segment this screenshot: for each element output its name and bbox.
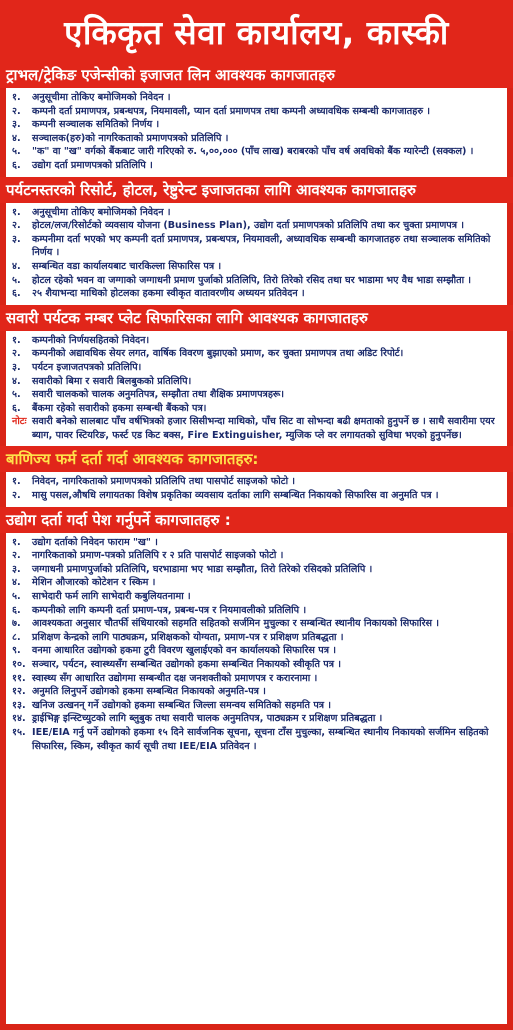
item-number: १२. — [12, 686, 26, 698]
item-number: ८. — [12, 631, 21, 643]
item-text: २५ शैयाभन्दा माथिको होटलका हकमा स्वीकृत वातावरणीय अध्ययन प्रतिवेदन । — [32, 288, 305, 300]
item-text: कम्पनीमा दर्ता भएको भए कम्पनी दर्ता प्रमाणपत्र, प्रबन्धपत्र, नियमावली, अध्यावधिक सम्बन्धी कागजातहरु तथा सञ्चालक समितिको निर्णय । — [32, 233, 491, 259]
list-item — [10, 274, 503, 288]
list-item — [10, 347, 503, 361]
item-text: IEE/EIA गर्नु पर्ने उद्योगको हकमा १५ दिने सार्वजनिक सूचना, सूचना टाँस मुचुल्का, सम्बन्धित स्थानीय निकायको सर्जमिन सहितको सिफारिस, स्किम, स्वीकृत कार्य सूची तथा IEE/EIA प्रतिवेदन । — [32, 726, 489, 752]
note-item — [10, 415, 503, 442]
item-text: नागरिकताको प्रमाण-पत्रको प्रतिलिपि र २ प्रति पासपोर्ट साइजको फोटो । — [32, 550, 284, 562]
list-item — [10, 712, 503, 726]
item-text: खनिज उत्खनन् गर्ने उद्योगको हकमा सम्बन्धित जिल्ला समन्वय समितिको सहमति पत्र । — [32, 699, 332, 711]
item-number: १. — [12, 92, 21, 103]
list-item — [10, 361, 503, 375]
item-text: कम्पनीको अद्यावधिक सेयर लगत, वार्षिक विवरण बुझाएको प्रमाण, कर चुक्ता प्रमाणपत्र तथा अडिट रिपोर्ट। — [32, 348, 404, 360]
item-text: सवारी चालकको चालक अनुमतिपत्र, सम्झौता तथा शैक्षिक प्रमाणपत्रहरू। — [32, 389, 284, 401]
item-text: पर्यटन इजाजतपत्रको प्रतिलिपि। — [32, 361, 142, 373]
section-heading: उद्योग दर्ता गर्दा पेश गर्नुपर्ने कागजातहरु : — [0, 507, 513, 533]
list-item — [10, 475, 503, 489]
section-list — [6, 533, 507, 758]
list-item — [10, 563, 503, 577]
item-text: "क" वा "ख" वर्गको बैंकबाट जारी गरिएको रु. ५,००,००० (पाँच लाख) बराबरको पाँच वर्ष अवधिको बैंक ग्यारेन्टी (सक्कल) । — [32, 146, 474, 158]
section-heading: ट्राभल/ट्रेकिङ एजेन्सीको इजाजत लिन आवश्यक कागजातहरु — [0, 62, 513, 88]
item-number: ३. — [12, 563, 21, 575]
item-text: कम्पनीको निर्णयसहितको निवेदन। — [32, 334, 150, 346]
section-list — [6, 331, 507, 447]
item-number: २. — [12, 550, 21, 562]
list-item — [10, 219, 503, 233]
list-item — [10, 91, 503, 105]
item-text: आवश्यकता अनुसार चौतर्फी संधियारको सहमति सहितको सर्जमिन मुचुल्का र सम्बन्धित स्थानीय निकायको सिफारिस । — [32, 618, 440, 630]
list-item — [10, 206, 503, 220]
note-text: सवारी बनेको सालबाट पाँच वर्षभित्रको हजार सिसीभन्दा माथिको, पाँच सिट वा सोभन्दा बढी क्षमताको हुनुपर्ने छ । साथै सवारीमा एयर ब्याग, पावर स्टियरिङ, फर्स्ट एड किट बक्स, Fire Extinguisher, म्युजिक प्ले वर लगायतको सुविधा भएको हुनुपर्नेछ। — [32, 416, 495, 441]
item-text: होटल रहेको भवन वा जग्गाको जग्गाधनी प्रमाण पुर्जाको प्रतिलिपि, तिरो तिरेको रसिद तथा घर भाडामा भए वैध भाडा सम्झौता । — [32, 274, 472, 286]
item-number: ६. — [12, 402, 21, 414]
list-item — [10, 576, 503, 590]
item-text: उद्योग दर्ताको निवेदन फाराम "ख" । — [32, 536, 158, 548]
item-number: १. — [12, 334, 21, 346]
list-item — [10, 685, 503, 699]
list-item — [10, 489, 503, 503]
list-item — [10, 658, 503, 672]
list-item — [10, 644, 503, 658]
note-label: नोटः — [12, 416, 27, 428]
list-item — [10, 631, 503, 645]
list-item — [10, 233, 503, 260]
item-text: बैंकमा रहेको सवारीको हकमा सम्बन्धी बैंकको पत्र। — [32, 402, 207, 414]
item-number: ७. — [12, 618, 21, 630]
item-text: सञ्चालक(हरु)को नागरिकताको प्रमाणपत्रको प्रतिलिपि । — [32, 132, 229, 144]
list-item — [10, 145, 503, 159]
item-text: कम्पनीको लागि कम्पनी दर्ता प्रमाण-पत्र, प्रबन्ध-पत्र र नियमावलीको प्रतिलिपि । — [32, 604, 307, 616]
item-number: ३. — [12, 233, 21, 245]
item-number: ११. — [12, 672, 26, 684]
list-item — [10, 699, 503, 713]
item-number: ३. — [12, 361, 21, 373]
item-number: ४. — [12, 375, 21, 387]
item-text: अनुसूचीमा तोकिए बमोजिमको निवेदन । — [32, 206, 171, 218]
item-text: कम्पनी दर्ता प्रमाणपत्र, प्रबन्धपत्र, नियमावली, प्यान दर्ता प्रमाणपत्र तथा कम्पनी अध्यावधिक सम्बन्धी कागजातहरु । — [32, 105, 431, 117]
item-text: प्रशिक्षण केन्द्रको लागि पाठ्यक्रम, प्रशिक्षकको योग्यता, प्रमाण-पत्र र प्रशिक्षण प्रतिबद्धता । — [32, 631, 344, 643]
item-text: उद्योग दर्ता प्रमाणपत्रको प्रतिलिपि । — [32, 159, 153, 171]
item-number: २. — [12, 490, 21, 502]
list-item — [10, 672, 503, 686]
item-text: ड्राईभिङ्ग इन्स्टिच्युटको लागि ब्लुबुक तथा सवारी चालक अनुमतिपत्र, पाठ्यक्रम र प्रशिक्षण प्रतिबद्धता । — [32, 713, 383, 725]
item-number: ६. — [12, 288, 21, 300]
item-number: २. — [12, 220, 21, 232]
item-number: १४. — [12, 713, 26, 725]
item-number: १. — [12, 206, 21, 218]
item-number: २. — [12, 348, 21, 360]
item-number: ४. — [12, 577, 21, 589]
item-number: ५. — [12, 591, 21, 603]
list-item — [10, 375, 503, 389]
item-text: होटल/लज/रिसोर्टको व्यवसाय योजना (Business Plan), उद्योग दर्ता प्रमाणपत्रको प्रतिलिपि तथा कर चुक्ता प्रमाणपत्र । — [32, 220, 465, 232]
item-text: सवारीको बिमा र सवारी बिलबुकको प्रतिलिपि। — [32, 375, 192, 387]
item-number: १५. — [12, 726, 26, 738]
item-number: ३. — [12, 119, 21, 131]
item-text: निवेदन, नागरिकताको प्रमाणपत्रको प्रतिलिपि तथा पासपोर्ट साइजको फोटो । — [32, 476, 296, 488]
list-item — [10, 159, 503, 173]
list-item — [10, 617, 503, 631]
item-text: सम्बन्धित वडा कार्यालयबाट चारकिल्ला सिफारिस पत्र । — [32, 260, 222, 272]
item-number: ६. — [12, 604, 21, 616]
item-number: २. — [12, 105, 21, 117]
item-number: १३. — [12, 699, 26, 711]
list-item — [10, 536, 503, 550]
item-text: सञ्चार, पर्यटन, स्वास्थ्यसँग सम्बन्धित उद्योगको हकमा सम्बन्धित निकायको स्वीकृति पत्र । — [32, 659, 342, 670]
list-item — [10, 549, 503, 563]
item-text: स्वास्थ्य सँग आधारित उद्योगमा सम्बन्धीत दक्ष जनशक्तीको प्रमाणपत्र र करारनामा । — [32, 672, 318, 684]
section-heading: पर्यटनस्तरको रिसोर्ट, होटल, रेष्टुरेन्ट इजाजतका लागि आवश्यक कागजातहरु — [0, 177, 513, 203]
item-number: १. — [12, 476, 21, 488]
list-item — [10, 260, 503, 274]
item-number: ४. — [12, 132, 21, 144]
section-list — [6, 203, 507, 305]
item-text: मेशिन औजारको कोटेशन र स्किम । — [32, 577, 156, 589]
item-number: १. — [12, 536, 21, 548]
list-item — [10, 590, 503, 604]
item-text: अनुमति लिनुपर्ने उद्योगको हकमा सम्बन्धित निकायको अनुमति-पत्र । — [32, 686, 266, 698]
list-item — [10, 604, 503, 618]
item-text: जग्गाधनी प्रमाणपुर्जाको प्रतिलिपि, घरभाडामा भए भाडा सम्झौता, तिरो तिरेको रसिदको प्रतिलिपि । — [32, 563, 373, 575]
office-title-banner: एकिकृत सेवा कार्यालय, कास्की — [0, 0, 513, 62]
item-number: ४. — [12, 260, 21, 272]
item-text: वनमा आधारित उद्योगको हकमा टुरी विवरण खुलाईएको वन कार्यालयको सिफारिस पत्र । — [32, 645, 336, 657]
list-item — [10, 287, 503, 301]
item-number: ६. — [12, 159, 21, 171]
list-item — [10, 402, 503, 416]
section-heading: बाणिज्य फर्म दर्ता गर्दा आवश्यक कागजातहरु: — [0, 446, 513, 472]
list-item — [10, 334, 503, 348]
item-text: कम्पनी सञ्चालक समितिको निर्णय । — [32, 119, 160, 131]
list-item — [10, 132, 503, 146]
item-number: ९. — [12, 645, 21, 657]
requirements-sections — [6, 62, 507, 757]
section-heading: सवारी पर्यटक नम्बर प्लेट सिफारिसका लागि आवश्यक कागजातहरु — [0, 305, 513, 331]
item-number: ५. — [12, 146, 21, 158]
item-text: अनुसूचीमा तोकिए बमोजिमको निवेदन । — [32, 92, 171, 103]
list-item — [10, 388, 503, 402]
item-number: १०. — [12, 659, 26, 670]
list-item — [10, 105, 503, 119]
section-list — [6, 88, 507, 177]
list-item — [10, 726, 503, 753]
item-text: साभेदारी फर्म लागि साभेदारी कबुलियतनामा । — [32, 591, 191, 603]
item-number: ५. — [12, 389, 21, 401]
section-list — [6, 472, 507, 506]
list-item — [10, 118, 503, 132]
item-text: मासु पसल,औषधि लगायतका विशेष प्रकृतिका व्यवसाय दर्ताका लागि सम्बन्धित निकायको सिफारिस वा अनुमति पत्र । — [32, 490, 439, 502]
item-number: ५. — [12, 274, 21, 286]
